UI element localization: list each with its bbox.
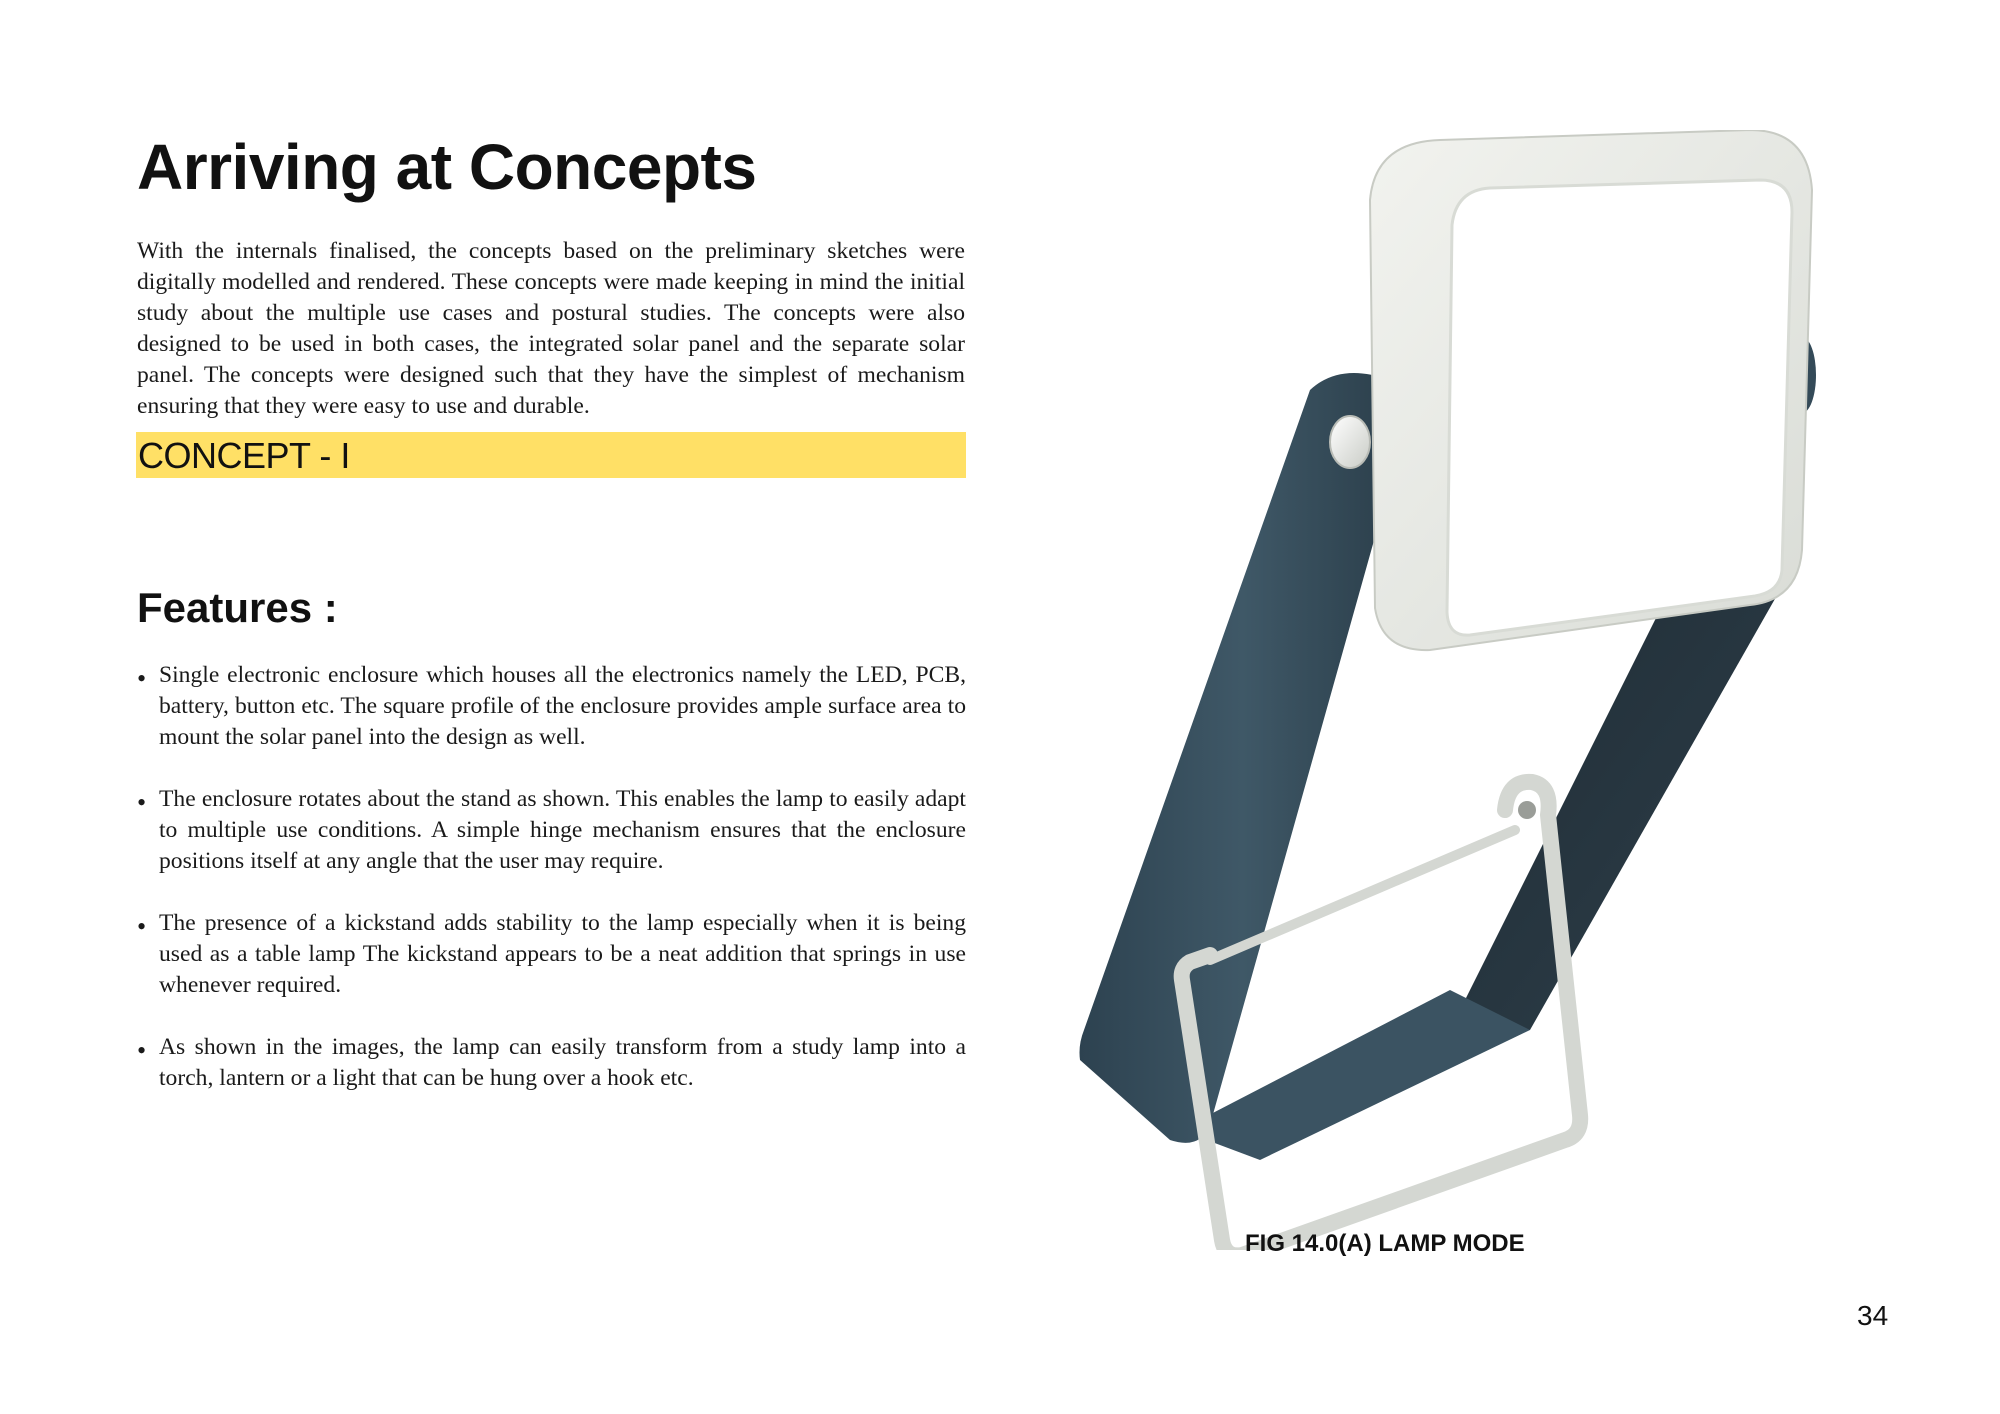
solar-lamp-render	[1060, 130, 1840, 1250]
feature-item: • Single electronic enclosure which houses all the electronics namely the LED, PCB, battery, button etc. The square profile of the enclosure provides ample surface area to mount the solar panel into the design as well.	[137, 660, 966, 753]
page-title: Arriving at Concepts	[137, 131, 757, 203]
feature-item: • As shown in the images, the lamp can easily transform from a study lamp into a torch, lantern or a light that can be hung over a hook etc.	[137, 1032, 966, 1094]
concept-label-bar	[136, 432, 966, 478]
figure-caption: FIG 14.0(A) LAMP MODE	[1245, 1230, 1525, 1257]
concept-label: CONCEPT - I	[138, 435, 350, 476]
page-number: 34	[1857, 1300, 1889, 1331]
lamp-light-panel	[1447, 180, 1792, 635]
intro-paragraph: With the internals finalised, the concepts based on the preliminary sketches were digitally modelled and rendered. These concepts were made keeping in mind the initial study about the multiple use cases and postural studies. The concepts were also designed to be used in both cases, the integrated solar panel and the separate solar panel. The concepts were designed such that they have the simplest of mechanism ensuring that they were easy to use and durable.	[137, 238, 965, 419]
kickstand-pivot	[1518, 801, 1536, 819]
stand-front-arm	[1080, 373, 1407, 1143]
feature-item: • The enclosure rotates about the stand as shown. This enables the lamp to easily adapt to multiple use conditions. A simple hinge mechanism ensures that the enclosure positions itself at any angle that the user may require.	[137, 784, 966, 877]
features-list	[137, 660, 966, 1125]
hinge-knob-front	[1330, 416, 1370, 468]
feature-item: • The presence of a kickstand adds stability to the lamp especially when it is being used as a table lamp The kickstand appears to be a neat addition that springs in use whenever required.	[137, 908, 966, 1001]
features-heading: Features :	[137, 584, 338, 631]
